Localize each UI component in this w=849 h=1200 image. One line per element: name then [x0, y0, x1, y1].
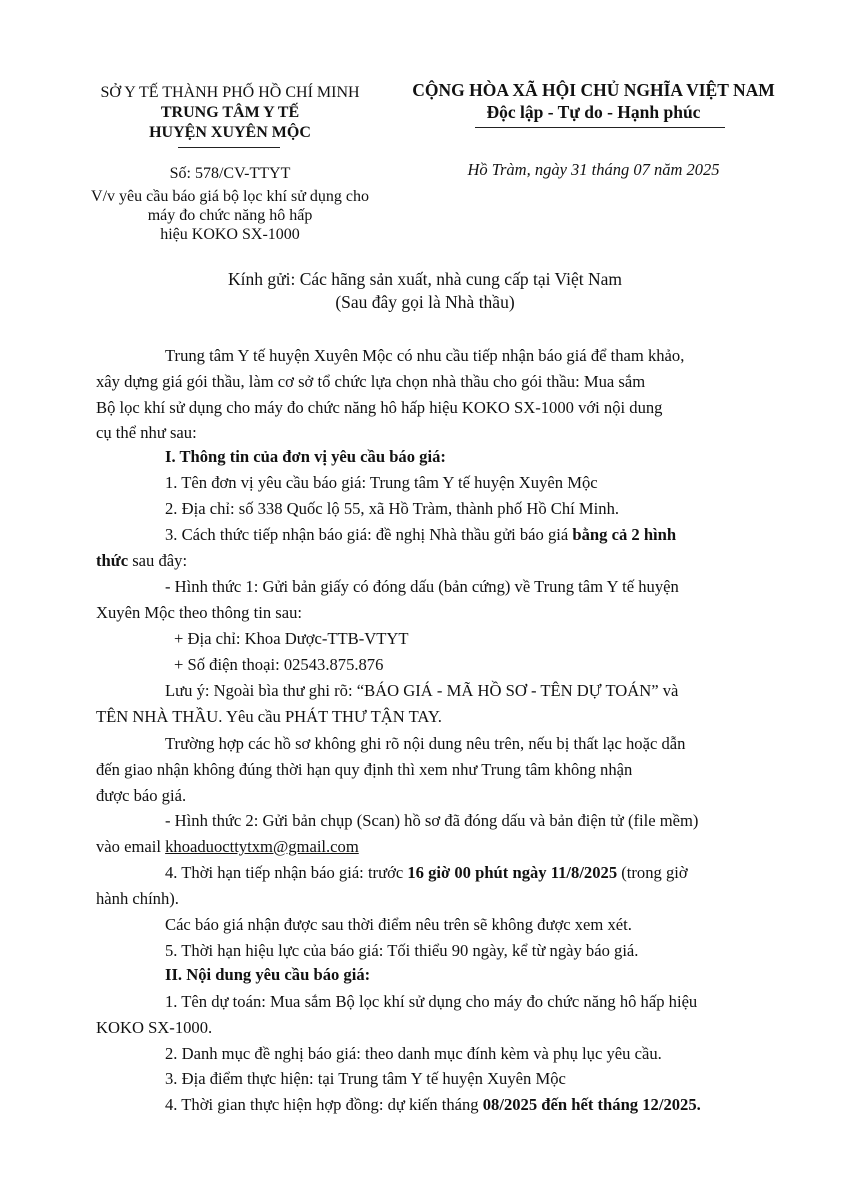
- email-link[interactable]: khoaduocttytxm@gmail.com: [165, 837, 359, 856]
- contract-period: [165, 1092, 701, 1118]
- delivery-phone: + Số điện thoại: 02543.875.876: [174, 655, 384, 674]
- deadline-text: 4. Thời hạn tiếp nhận báo giá: trước: [165, 863, 408, 882]
- form-2-line: [96, 834, 359, 860]
- intro-paragraph-line: Bộ lọc khí sử dụng cho máy đo chức năng hô hấp hiệu KOKO SX-1000 với nội dung: [96, 398, 663, 417]
- loss-clause-line: được báo giá.: [96, 786, 187, 805]
- envelope-note-line: Lưu ý: Ngoài bìa thư ghi rõ: “BÁO GIÁ - MÃ HỒ SƠ - TÊN DỰ TOÁN” và: [165, 681, 679, 700]
- country-name: CỘNG HÒA XÃ HỘI CHỦ NGHĨA VIỆT NAM: [412, 80, 775, 100]
- delivery-address: + Địa chỉ: Khoa Dược-TTB-VTYT: [174, 629, 409, 648]
- submission-method: [165, 522, 676, 548]
- submission-method-text: sau đây:: [128, 551, 188, 570]
- quote-list-item: 2. Danh mục đề nghị báo giá: theo danh mục đính kèm và phụ lục yêu cầu.: [165, 1044, 662, 1063]
- envelope-note-line: TÊN NHÀ THẦU. Yêu cầu PHÁT THƯ TẬN TAY.: [96, 707, 442, 726]
- motto-underline: [475, 127, 725, 128]
- location-item: 3. Địa điểm thực hiện: tại Trung tâm Y tế huyện Xuyên Mộc: [165, 1069, 566, 1088]
- loss-clause-line: đến giao nhận không đúng thời hạn quy định thì xem như Trung tâm không nhận: [96, 760, 633, 779]
- document-number: Số: 578/CV-TTYT: [169, 165, 291, 182]
- addressee-note: (Sau đây gọi là Nhà thầu): [335, 292, 515, 312]
- estimate-name-line: 1. Tên dự toán: Mua sắm Bộ lọc khí sử dụng cho máy đo chức năng hô hấp hiệu: [165, 992, 698, 1011]
- national-motto: Độc lập - Tự do - Hạnh phúc: [486, 102, 701, 122]
- requester-name: 1. Tên đơn vị yêu cầu báo giá: Trung tâm Y tế huyện Xuyên Mộc: [165, 473, 598, 492]
- place-date: Hồ Tràm, ngày 31 tháng 07 năm 2025: [467, 160, 720, 179]
- contract-period-text: 4. Thời gian thực hiện hợp đồng: dự kiến tháng: [165, 1095, 483, 1114]
- deadline-text: (trong giờ: [617, 863, 688, 882]
- form-2-text: vào email: [96, 837, 166, 856]
- form-2-line: - Hình thức 2: Gửi bản chụp (Scan) hồ sơ đã đóng dấu và bản điện tử (file mềm): [165, 811, 699, 830]
- submission-method-emphasis: bằng cả 2 hình: [572, 525, 677, 544]
- deadline-datetime: 16 giờ 00 phút ngày 11/8/2025: [407, 863, 618, 882]
- deadline-line: [165, 860, 688, 886]
- estimate-name-line: KOKO SX-1000.: [96, 1018, 213, 1037]
- validity-period: 5. Thời hạn hiệu lực của báo giá: Tối thiểu 90 ngày, kể từ ngày báo giá.: [165, 941, 639, 960]
- form-1-line: Xuyên Mộc theo thông tin sau:: [96, 603, 303, 622]
- org-name: TRUNG TÂM Y TẾ: [160, 104, 300, 121]
- loss-clause-line: Trường hợp các hồ sơ không ghi rõ nội dung nêu trên, nếu bị thất lạc hoặc dẫn: [165, 734, 686, 753]
- addressee-line: Kính gửi: Các hãng sản xuất, nhà cung cấp tại Việt Nam: [228, 269, 622, 289]
- late-submission-note: Các báo giá nhận được sau thời điểm nêu trên sẽ không được xem xét.: [165, 915, 632, 934]
- intro-paragraph-line: cụ thể như sau:: [96, 423, 197, 442]
- submission-method-cont: [96, 548, 187, 574]
- requester-address: 2. Địa chỉ: số 338 Quốc lộ 55, xã Hồ Tràm, thành phố Hồ Chí Minh.: [165, 499, 620, 518]
- submission-method-emphasis: thức: [96, 551, 129, 570]
- org-district: HUYỆN XUYÊN MỘC: [149, 124, 311, 141]
- deadline-line-cont: hành chính).: [96, 889, 179, 908]
- section-2-heading: II. Nội dung yêu cầu báo giá:: [165, 965, 371, 984]
- intro-paragraph-line: xây dựng giá gói thầu, làm cơ sở tổ chức lựa chọn nhà thầu cho gói thầu: Mua sắm: [96, 372, 646, 391]
- org-underline: [178, 147, 280, 148]
- subject-line: hiệu KOKO SX-1000: [160, 226, 300, 243]
- submission-method-text: 3. Cách thức tiếp nhận báo giá: đề nghị Nhà thầu gửi báo giá: [165, 525, 573, 544]
- subject-line: V/v yêu cầu báo giá bộ lọc khí sử dụng cho: [91, 188, 369, 205]
- form-1-line: - Hình thức 1: Gửi bản giấy có đóng dấu (bản cứng) về Trung tâm Y tế huyện: [165, 577, 679, 596]
- intro-paragraph-line: Trung tâm Y tế huyện Xuyên Mộc có nhu cầu tiếp nhận báo giá để tham khảo,: [165, 346, 685, 365]
- section-1-heading: I. Thông tin của đơn vị yêu cầu báo giá:: [165, 447, 446, 466]
- contract-period-emphasis: 08/2025 đến hết tháng 12/2025.: [482, 1095, 701, 1114]
- subject-line: máy đo chức năng hô hấp: [147, 207, 313, 224]
- org-parent: SỞ Y TẾ THÀNH PHỐ HỒ CHÍ MINH: [100, 84, 360, 101]
